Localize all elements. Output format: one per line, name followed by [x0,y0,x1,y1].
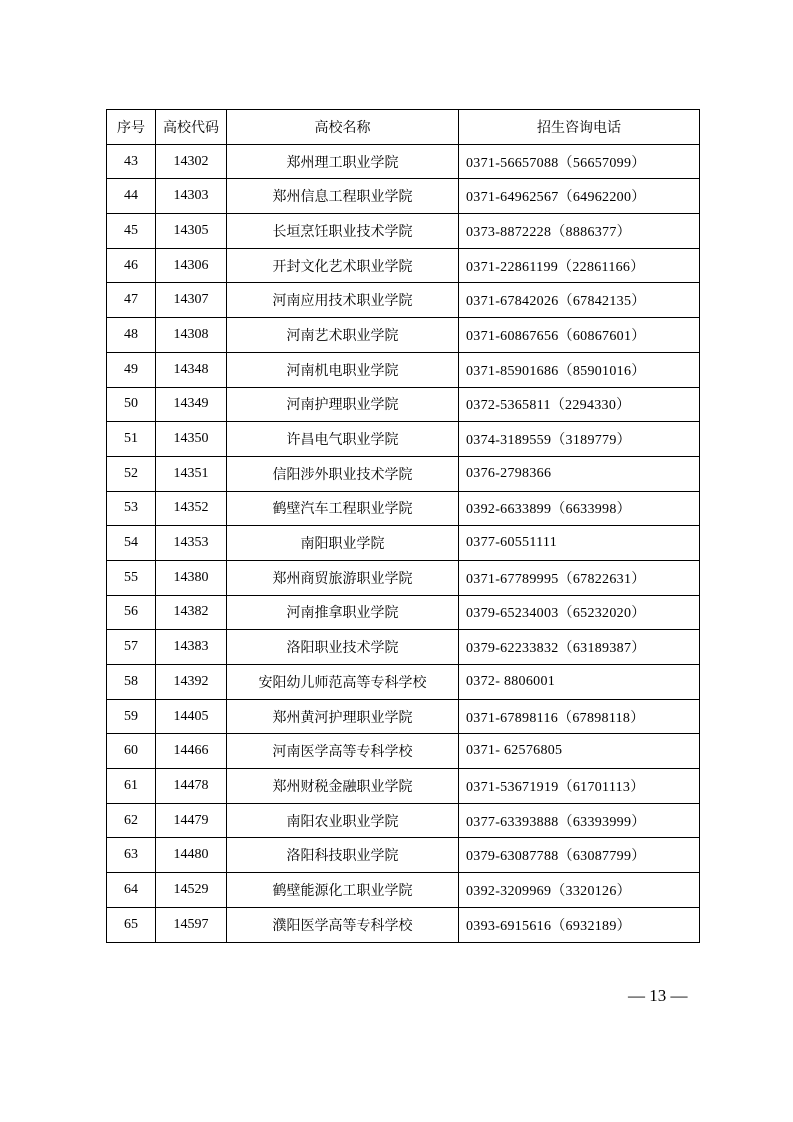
table-row [107,248,700,283]
college-name-cell: 河南推拿职业学院 [227,595,459,630]
admission-phone-cell: 0371-67842026（67842135） [459,283,700,318]
college-code-cell: 14307 [156,283,227,318]
admission-phone-cell: 0374-3189559（3189779） [459,422,700,457]
admission-phone-cell: 0371-60867656（60867601） [459,318,700,353]
college-name-cell: 郑州理工职业学院 [227,144,459,179]
table-row [107,630,700,665]
table-row [107,907,700,942]
table-row [107,144,700,179]
serial-number-cell: 46 [107,248,156,283]
college-code-cell: 14380 [156,560,227,595]
college-code-cell: 14351 [156,456,227,491]
college-code-cell: 14306 [156,248,227,283]
admission-phone-cell: 0392-3209969（3320126） [459,873,700,908]
serial-number-cell: 51 [107,422,156,457]
table-row [107,179,700,214]
college-code-cell: 14383 [156,630,227,665]
serial-number-cell: 53 [107,491,156,526]
serial-number-cell: 58 [107,665,156,700]
table-row [107,352,700,387]
college-code-cell: 14382 [156,595,227,630]
table-row [107,595,700,630]
table-row [107,803,700,838]
serial-number-cell: 48 [107,318,156,353]
serial-number-cell: 56 [107,595,156,630]
header-admission-phone: 招生咨询电话 [459,110,700,145]
admission-phone-cell: 0371-56657088（56657099） [459,144,700,179]
college-code-cell: 14480 [156,838,227,873]
college-code-cell: 14308 [156,318,227,353]
header-college-code: 高校代码 [156,110,227,145]
college-name-cell: 开封文化艺术职业学院 [227,248,459,283]
serial-number-cell: 57 [107,630,156,665]
college-code-cell: 14349 [156,387,227,422]
table-row [107,283,700,318]
table-row [107,560,700,595]
serial-number-cell: 54 [107,526,156,561]
serial-number-cell: 59 [107,699,156,734]
college-code-cell: 14597 [156,907,227,942]
serial-number-cell: 65 [107,907,156,942]
college-name-cell: 长垣烹饪职业技术学院 [227,214,459,249]
college-code-cell: 14348 [156,352,227,387]
serial-number-cell: 64 [107,873,156,908]
table-row [107,873,700,908]
college-name-cell: 河南机电职业学院 [227,352,459,387]
admission-phone-cell: 0392-6633899（6633998） [459,491,700,526]
college-code-cell: 14350 [156,422,227,457]
admission-phone-cell: 0371- 62576805 [459,734,700,769]
serial-number-cell: 62 [107,803,156,838]
college-name-cell: 南阳农业职业学院 [227,803,459,838]
admission-phone-cell: 0371-67789995（67822631） [459,560,700,595]
admission-phone-cell: 0376-2798366 [459,456,700,491]
admission-phone-cell: 0371-53671919（61701113） [459,769,700,804]
college-name-cell: 郑州黄河护理职业学院 [227,699,459,734]
college-name-cell: 鹤壁汽车工程职业学院 [227,491,459,526]
serial-number-cell: 60 [107,734,156,769]
admission-phone-cell: 0377-60551111 [459,526,700,561]
admission-phone-cell: 0379-65234003（65232020） [459,595,700,630]
header-serial-number: 序号 [107,110,156,145]
table-row [107,838,700,873]
serial-number-cell: 63 [107,838,156,873]
college-name-cell: 郑州财税金融职业学院 [227,769,459,804]
table-row [107,734,700,769]
college-name-cell: 许昌电气职业学院 [227,422,459,457]
college-code-cell: 14352 [156,491,227,526]
college-name-cell: 洛阳科技职业学院 [227,838,459,873]
college-code-cell: 14305 [156,214,227,249]
serial-number-cell: 49 [107,352,156,387]
college-name-cell: 郑州信息工程职业学院 [227,179,459,214]
admission-phone-cell: 0373-8872228（8886377） [459,214,700,249]
table-header-row [107,110,700,145]
page-number: — 13 — [628,986,688,1005]
college-name-cell: 郑州商贸旅游职业学院 [227,560,459,595]
admission-phone-cell: 0377-63393888（63393999） [459,803,700,838]
college-code-cell: 14392 [156,665,227,700]
serial-number-cell: 45 [107,214,156,249]
table-row [107,214,700,249]
table-body [107,144,700,942]
admission-phone-cell: 0372-5365811（2294330） [459,387,700,422]
admission-phone-cell: 0393-6915616（6932189） [459,907,700,942]
college-name-cell: 鹤壁能源化工职业学院 [227,873,459,908]
table-row [107,699,700,734]
admission-phone-cell: 0379-62233832（63189387） [459,630,700,665]
admission-phone-cell: 0371-85901686（85901016） [459,352,700,387]
serial-number-cell: 47 [107,283,156,318]
admission-phone-cell: 0371-67898116（67898118） [459,699,700,734]
table-row [107,491,700,526]
serial-number-cell: 61 [107,769,156,804]
college-code-cell: 14466 [156,734,227,769]
college-name-cell: 河南艺术职业学院 [227,318,459,353]
admission-phone-cell: 0379-63087788（63087799） [459,838,700,873]
college-contact-table-container [106,109,699,943]
college-code-cell: 14302 [156,144,227,179]
college-name-cell: 南阳职业学院 [227,526,459,561]
college-code-cell: 14405 [156,699,227,734]
table-row [107,318,700,353]
admission-phone-cell: 0371-22861199（22861166） [459,248,700,283]
serial-number-cell: 50 [107,387,156,422]
serial-number-cell: 52 [107,456,156,491]
admission-phone-cell: 0372- 8806001 [459,665,700,700]
college-name-cell: 河南护理职业学院 [227,387,459,422]
college-name-cell: 洛阳职业技术学院 [227,630,459,665]
serial-number-cell: 44 [107,179,156,214]
college-contact-table [106,109,700,943]
admission-phone-cell: 0371-64962567（64962200） [459,179,700,214]
college-name-cell: 信阳涉外职业技术学院 [227,456,459,491]
college-code-cell: 14353 [156,526,227,561]
college-name-cell: 河南医学高等专科学校 [227,734,459,769]
table-row [107,665,700,700]
serial-number-cell: 43 [107,144,156,179]
college-code-cell: 14303 [156,179,227,214]
college-name-cell: 濮阳医学高等专科学校 [227,907,459,942]
college-code-cell: 14478 [156,769,227,804]
table-row [107,526,700,561]
table-row [107,769,700,804]
college-code-cell: 14529 [156,873,227,908]
college-code-cell: 14479 [156,803,227,838]
serial-number-cell: 55 [107,560,156,595]
table-row [107,456,700,491]
header-college-name: 高校名称 [227,110,459,145]
table-row [107,387,700,422]
college-name-cell: 河南应用技术职业学院 [227,283,459,318]
college-name-cell: 安阳幼儿师范高等专科学校 [227,665,459,700]
table-row [107,422,700,457]
